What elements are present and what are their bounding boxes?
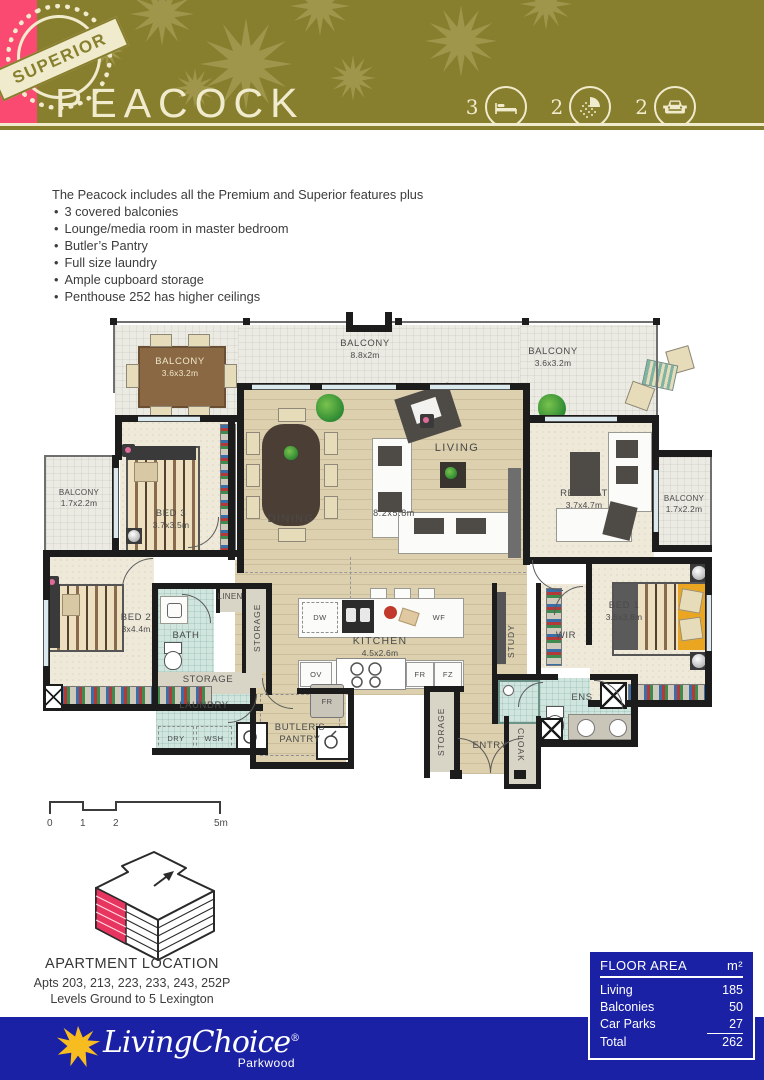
wine-fridge: WF	[432, 612, 446, 622]
registered-mark: ®	[290, 1033, 300, 1044]
table-row: Balconies 50	[600, 1000, 743, 1014]
feature-item: • Lounge/media room in master bedroom	[54, 221, 289, 236]
bedrooms-count: 3	[465, 95, 479, 119]
feature-item: • Penthouse 252 has higher ceilings	[54, 289, 261, 304]
washer: WSH	[196, 726, 232, 751]
dryer: DRY	[158, 726, 194, 751]
room-label-bed2: BED 2 3x4.4m	[120, 612, 152, 634]
room-label-balcony-top: BALCONY 8.8x2m	[340, 338, 390, 360]
dishwasher: DW	[302, 602, 338, 633]
bed-pillow	[62, 594, 80, 616]
window	[707, 595, 711, 651]
dining-table	[262, 424, 320, 526]
building-diagram	[66, 846, 226, 962]
star-icon	[55, 1024, 101, 1072]
plant	[316, 394, 344, 422]
wall	[237, 383, 244, 573]
sink-bowl	[360, 608, 370, 622]
tv-unit	[508, 468, 521, 558]
ens-vanity	[568, 714, 636, 740]
coffee-table	[440, 462, 466, 488]
brand-logo	[55, 1024, 299, 1072]
balcony-rail	[44, 455, 114, 457]
badge-banner: SUPERIOR	[0, 16, 129, 101]
floor-area-table	[588, 950, 755, 1060]
dining-chair	[278, 408, 306, 422]
apartment-location-apts: Apts 203, 213, 223, 233, 243, 252P	[33, 976, 231, 990]
carparks-count: 2	[635, 95, 648, 119]
room-label-balcony-right: BALCONY 1.7x2.2m	[663, 494, 705, 514]
table-plant	[284, 446, 298, 460]
window	[322, 385, 396, 389]
balcony-post	[522, 318, 529, 325]
scale-bar	[44, 796, 244, 830]
scale-5m: 5m	[214, 818, 228, 829]
room-label-balcony-top-right: BALCONY 3.6x3.2m	[528, 346, 578, 368]
wall	[348, 688, 354, 768]
sofa-cushion	[616, 440, 638, 458]
cooktop	[336, 658, 406, 690]
feature-intro: The Peacock includes all the Premium and Superior features plus	[52, 187, 424, 202]
bed-pillow	[679, 617, 704, 642]
bowl	[164, 651, 182, 670]
cloak-shelf	[540, 718, 563, 741]
outdoor-chair	[150, 334, 172, 347]
sofa-cushion	[378, 446, 402, 466]
bathrooms-count: 2	[550, 95, 564, 119]
brand-text-block	[103, 1024, 299, 1070]
wall	[523, 383, 530, 565]
floor-area-unit: m²	[727, 958, 743, 973]
apartment-location-title: APARTMENT LOCATION	[45, 956, 219, 972]
wall	[115, 415, 122, 460]
oven: OV	[300, 662, 332, 687]
decor-pot	[420, 414, 434, 428]
dining-chair	[324, 464, 338, 487]
balcony-rail	[710, 457, 712, 549]
wall	[492, 674, 558, 680]
shower-head	[503, 685, 514, 696]
sofa-cushion	[456, 518, 486, 534]
balcony-post	[653, 318, 660, 325]
feature-item: • Butler’s Pantry	[54, 238, 148, 253]
balcony-post	[395, 318, 402, 325]
balcony-notch-opening	[353, 312, 385, 325]
feature-item: • 3 covered balconies	[54, 204, 179, 219]
scale-1: 1	[80, 818, 86, 829]
room-label-retreat: RETREAT 3.7x4.7m	[560, 488, 608, 510]
window	[545, 417, 617, 421]
room-label-storage3: STORAGE	[436, 707, 446, 756]
dashed-line	[240, 572, 526, 573]
outdoor-chair	[188, 334, 210, 347]
wall	[536, 583, 541, 675]
wall	[228, 415, 235, 560]
freezer: FZ	[434, 662, 462, 687]
food-bowl	[384, 606, 397, 619]
window	[252, 385, 310, 389]
table-plant	[445, 467, 457, 479]
wall	[297, 688, 352, 694]
room-label-storage2: STORAGE	[182, 674, 234, 685]
floor-area-title: FLOOR AREA	[600, 958, 688, 973]
window	[138, 417, 200, 421]
dining-chair	[324, 432, 338, 455]
room-label-entry: ENTRY	[472, 740, 508, 751]
table-row: Car Parks 27	[600, 1016, 743, 1034]
feature-item: • Full size laundry	[54, 255, 157, 270]
bed-pillow	[134, 462, 158, 482]
dashed-line	[350, 557, 351, 599]
wall	[652, 545, 712, 552]
balcony-rail	[113, 321, 115, 393]
study-desk	[497, 592, 506, 664]
dining-chair	[246, 432, 260, 455]
stool	[394, 588, 411, 599]
room-label-dining: DINING	[267, 513, 315, 525]
sofa-cushion	[414, 518, 444, 534]
window	[114, 468, 118, 538]
wall	[424, 686, 430, 778]
butlers-fridge: FR	[310, 684, 344, 718]
room-label-kitchen: KITCHEN 4.5x2.6m	[352, 635, 408, 658]
wall	[652, 450, 712, 457]
scale-0: 0	[47, 818, 53, 829]
wardrobe-end	[44, 684, 63, 710]
room-label-laundry: LAUNDRY	[179, 700, 229, 711]
apartment-location-levels: Levels Ground to 5 Lexington	[50, 992, 214, 1006]
room-label-bed1: BED 1 3.5x3.8m	[605, 600, 643, 622]
room-label-study: STUDY	[506, 624, 516, 658]
table-row: Living 185	[600, 983, 743, 997]
room-label-storage1: STORAGE	[252, 603, 262, 652]
dining-chair	[246, 464, 260, 487]
bed-pillow	[678, 588, 703, 613]
wall	[152, 583, 158, 708]
room-label-living-dims: 8.2x5.8m	[373, 508, 415, 518]
room-label-balcony-left: BALCONY 1.7x2.2m	[58, 488, 100, 508]
basin	[609, 719, 627, 737]
room-label-bath: BATH	[172, 630, 200, 641]
room-label-cloak: CLOAK	[516, 728, 526, 762]
wall	[492, 583, 497, 678]
sink-bowl	[346, 608, 356, 622]
scale-2: 2	[113, 818, 119, 829]
bed-headboard	[126, 446, 196, 460]
outdoor-chair	[126, 364, 139, 388]
wall	[152, 583, 272, 589]
balcony-post	[243, 318, 250, 325]
wall	[43, 550, 239, 557]
sofa-cushion	[616, 466, 638, 484]
room-label-butlers: BUTLER'S PANTRY	[274, 722, 326, 745]
decor-pot	[122, 444, 135, 457]
bath-toilet	[162, 642, 182, 670]
brand-name: LivingChoice®	[103, 1025, 300, 1060]
basin	[167, 603, 182, 618]
dining-chair	[278, 528, 306, 542]
room-label-balcony-top-left: BALCONY 3.6x3.2m	[155, 356, 205, 378]
wall	[504, 784, 541, 789]
basin	[577, 719, 595, 737]
room-label-linen: LINEN	[217, 592, 243, 601]
stool	[370, 588, 387, 599]
room-label-wir: WIR	[555, 630, 577, 641]
room-label-bed3: BED 3 3.7x3.5m	[152, 508, 190, 530]
room-label-living: LIVING	[434, 442, 480, 454]
wall	[250, 762, 354, 769]
table-row-total: Total 262	[600, 1035, 743, 1049]
wall	[492, 674, 498, 724]
dining-chair	[324, 496, 338, 519]
page-title: PEACOCK	[55, 80, 305, 123]
outdoor-chair	[224, 364, 237, 388]
balcony-rail	[44, 455, 46, 553]
wall	[631, 674, 638, 744]
feature-item: • Ample cupboard storage	[54, 272, 204, 287]
floor-area-header	[600, 958, 743, 978]
balcony-post	[110, 318, 117, 325]
kitchen-sink	[342, 600, 374, 633]
window	[430, 385, 510, 389]
wall	[536, 740, 638, 747]
stool	[418, 588, 435, 599]
room-label-ens: ENS	[571, 692, 593, 703]
window	[44, 600, 48, 666]
brand-location: Parkwood	[237, 1056, 296, 1070]
fridge: FR	[406, 662, 434, 687]
